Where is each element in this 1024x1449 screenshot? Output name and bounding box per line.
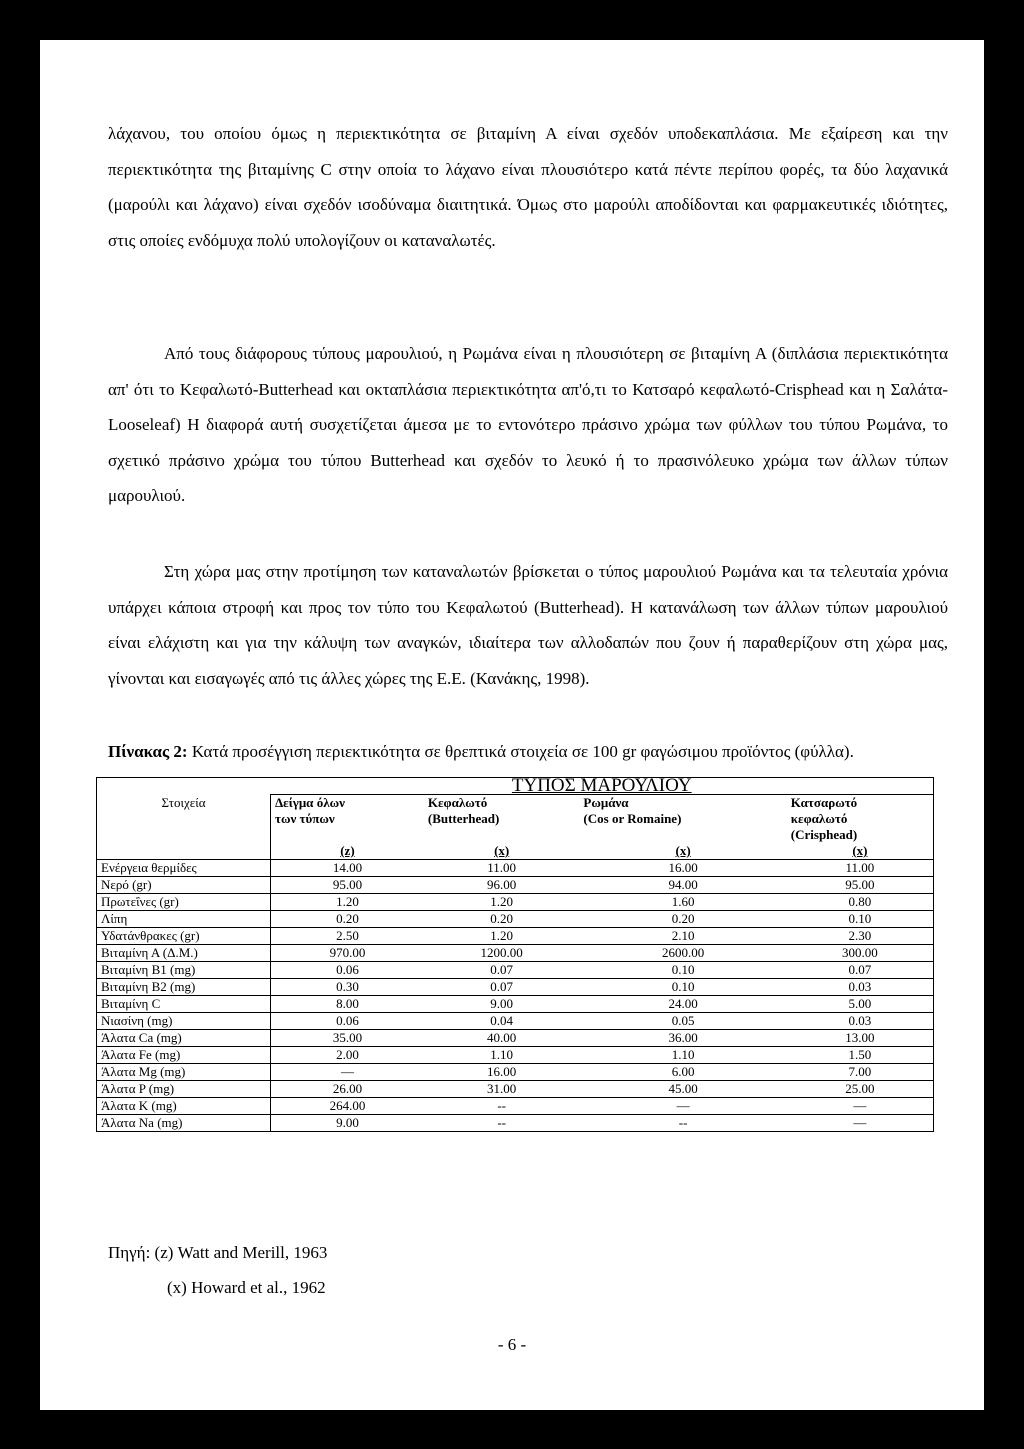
- row-label: Άλατα Κ (mg): [97, 1098, 271, 1115]
- table-cell: 0.03: [787, 1013, 934, 1030]
- table-column-header-row: [97, 795, 934, 844]
- table-row: [97, 1081, 934, 1098]
- table-cell: 0.06: [271, 962, 424, 979]
- table-row: [97, 996, 934, 1013]
- column-header-romaine: Ρωμάνα (Cos or Romaine): [583, 795, 682, 826]
- table-row: [97, 1013, 934, 1030]
- table-cell: 0.07: [424, 979, 580, 996]
- paragraph-1: λάχανου, του οποίου όμως η περιεκτικότητα σε βιταμίνη Α είναι σχεδόν υποδεκαπλάσια. Με εξαίρεση και την περιεκτικότητα της βιταμίνης C στην οποία το λάχανο είναι πλουσιότερο κατά πέντε περίπου φορές, τα δύο λαχανικά (μαρούλι και λάχανο) είναι σχεδόν ισοδύναμα διαιτητικά. Όμως στο μαρούλι αποδίδονται και φαρμακευτικές ιδιότητες, στις οποίες ενδόμυχα πολύ υπολογίζουν οι καταναλωτές.: [108, 124, 948, 250]
- table-caption: [108, 734, 948, 770]
- table-source-code-row: [97, 843, 934, 860]
- source-line-1: Πηγή: (z) Watt and Merill, 1963: [108, 1243, 328, 1262]
- caption-text: Κατά προσέγγιση περιεκτικότητα σε θρεπτικά στοιχεία σε 100 gr φαγώσιμου προϊόντος (φύλλα).: [187, 742, 854, 761]
- table-cell: 95.00: [271, 877, 424, 894]
- table-cell: 1.20: [424, 928, 580, 945]
- table-cell: --: [424, 1115, 580, 1132]
- column-code: (x): [424, 843, 580, 860]
- table-cell: 0.07: [424, 962, 580, 979]
- column-code: (x): [579, 843, 786, 860]
- table-cell: 26.00: [271, 1081, 424, 1098]
- table-row: [97, 911, 934, 928]
- table-cell: 0.20: [579, 911, 786, 928]
- row-label: Άλατα Fe (mg): [97, 1047, 271, 1064]
- table-cell: 11.00: [424, 860, 580, 877]
- table-cell: 16.00: [579, 860, 786, 877]
- table-cell: 300.00: [787, 945, 934, 962]
- table-cell: --: [579, 1115, 786, 1132]
- table-row: [97, 1064, 934, 1081]
- table-cell: 95.00: [787, 877, 934, 894]
- table-cell: 45.00: [579, 1081, 786, 1098]
- table-row: [97, 1098, 934, 1115]
- table-cell: 0.80: [787, 894, 934, 911]
- table-cell: 16.00: [424, 1064, 580, 1081]
- table-cell: 2.50: [271, 928, 424, 945]
- table-row: [97, 1047, 934, 1064]
- table-cell: 1.10: [424, 1047, 580, 1064]
- row-label: Άλατα Ca (mg): [97, 1030, 271, 1047]
- table-corner-cell: [97, 778, 271, 795]
- table-cell: 0.05: [579, 1013, 786, 1030]
- table-cell: 36.00: [579, 1030, 786, 1047]
- table-cell: —: [787, 1115, 934, 1132]
- table-cell: 94.00: [579, 877, 786, 894]
- table-row: [97, 1115, 934, 1132]
- table-body: [97, 860, 934, 1132]
- table-cell: 2600.00: [579, 945, 786, 962]
- table-row: [97, 860, 934, 877]
- column-header-all-types: Δείγμα όλων των τύπων: [275, 795, 345, 826]
- table-cell: 0.10: [579, 962, 786, 979]
- table-cell: 1200.00: [424, 945, 580, 962]
- table-cell: 0.07: [787, 962, 934, 979]
- nutrition-table: [96, 777, 934, 1132]
- table-row: [97, 928, 934, 945]
- row-label: Βιταμίνη C: [97, 996, 271, 1013]
- table-cell: 1.20: [271, 894, 424, 911]
- table-cell: 14.00: [271, 860, 424, 877]
- table-cell: 1.20: [424, 894, 580, 911]
- row-label: Ενέργεια θερμίδες: [97, 860, 271, 877]
- table-cell: 0.10: [787, 911, 934, 928]
- row-label: Υδατάνθρακες (gr): [97, 928, 271, 945]
- table-cell: 0.20: [271, 911, 424, 928]
- table-cell: —: [271, 1064, 424, 1081]
- row-label: Νιασίνη (mg): [97, 1013, 271, 1030]
- table-cell: 1.60: [579, 894, 786, 911]
- table-cell: 40.00: [424, 1030, 580, 1047]
- table-cell: 25.00: [787, 1081, 934, 1098]
- table-cell: 31.00: [424, 1081, 580, 1098]
- row-label: Νερό (gr): [97, 877, 271, 894]
- table-cell: --: [424, 1098, 580, 1115]
- table-cell: 2.10: [579, 928, 786, 945]
- column-header-butterhead: Κεφαλωτό (Butterhead): [427, 795, 500, 826]
- table-cell: 8.00: [271, 996, 424, 1013]
- table-cell: 6.00: [579, 1064, 786, 1081]
- document-page: [40, 40, 984, 1410]
- row-label: Βιταμίνη Β1 (mg): [97, 962, 271, 979]
- column-code: (z): [271, 843, 424, 860]
- row-label: Άλατα Na (mg): [97, 1115, 271, 1132]
- row-label: Άλατα P (mg): [97, 1081, 271, 1098]
- source-line-2: (x) Howard et al., 1962: [167, 1278, 326, 1297]
- table-row: [97, 894, 934, 911]
- table-cell: 13.00: [787, 1030, 934, 1047]
- column-code: (x): [787, 843, 934, 860]
- table-cell: 7.00: [787, 1064, 934, 1081]
- table-cell: 0.30: [271, 979, 424, 996]
- row-header: Στοιχεία: [97, 795, 271, 844]
- table-cell: 24.00: [579, 996, 786, 1013]
- table-row: [97, 962, 934, 979]
- table-cell: 35.00: [271, 1030, 424, 1047]
- table-row: [97, 979, 934, 996]
- table-cell: —: [787, 1098, 934, 1115]
- table-cell: 2.30: [787, 928, 934, 945]
- table-cell: 0.06: [271, 1013, 424, 1030]
- table-cell: 5.00: [787, 996, 934, 1013]
- code-row-blank: [97, 843, 271, 860]
- caption-label: Πίνακας 2:: [108, 742, 188, 761]
- table-cell: 1.50: [787, 1047, 934, 1064]
- row-label: Άλατα Mg (mg): [97, 1064, 271, 1081]
- paragraph-3: Στη χώρα μας στην προτίμηση των καταναλωτών βρίσκεται ο τύπος μαρουλιού Ρωμάνα και τα τελευταία χρόνια υπάρχει κάποια στροφή και προς τον τύπο του Κεφαλωτού (Butterhead). Η κατανάλωση των άλλων τύπων μαρουλιού είναι ελάχιστη και για την κάλυψη των αναγκών, ιδιαίτερα των αλλοδαπών που ζουν ή παραθερίζουν στη χώρα μας, γίνονται και εισαγωγές από τις άλλες χώρες της Ε.Ε. (Κανάκης, 1998).: [108, 562, 948, 688]
- table-row: [97, 877, 934, 894]
- table-cell: 0.04: [424, 1013, 580, 1030]
- table-cell: 2.00: [271, 1047, 424, 1064]
- table-cell: 0.10: [579, 979, 786, 996]
- paragraph-2: Από τους διάφορους τύπους μαρουλιού, η Ρωμάνα είναι η πλουσιότερη σε βιταμίνη Α (διπλάσια περιεκτικότητα απ' ότι το Κεφαλωτό-Butterhead και οκταπλάσια περιεκτικότητα απ'ό,τι το Κατσαρό κεφαλωτό-Crisphead και η Σαλάτα-Looseleaf) Η διαφορά αυτή συσχετίζεται άμεσα με το εντονότερο πράσινο χρώμα των φύλλων του τύπου Ρωμάνα, το σχετικό πράσινο χρώμα του τύπου Butterhead και σχεδόν το λευκό ή το πρασινόλευκο χρώμα των άλλων τύπων μαρουλιού.: [108, 344, 948, 505]
- row-label: Πρωτεΐνες (gr): [97, 894, 271, 911]
- table-row: [97, 945, 934, 962]
- table-cell: 264.00: [271, 1098, 424, 1115]
- table-cell: 0.20: [424, 911, 580, 928]
- table-cell: 970.00: [271, 945, 424, 962]
- table-cell: 11.00: [787, 860, 934, 877]
- table-cell: 9.00: [424, 996, 580, 1013]
- row-label: Βιταμίνη Α (Δ.Μ.): [97, 945, 271, 962]
- table-row: [97, 1030, 934, 1047]
- table-cell: 1.10: [579, 1047, 786, 1064]
- table-group-header-row: [97, 778, 934, 795]
- page-number: - 6 -: [497, 1335, 527, 1354]
- row-label: Λίπη: [97, 911, 271, 928]
- table-cell: 0.03: [787, 979, 934, 996]
- table-cell: 96.00: [424, 877, 580, 894]
- group-header: ΤΥΠΟΣ ΜΑΡΟΥΛΙΟΥ: [271, 778, 934, 795]
- table-cell: 9.00: [271, 1115, 424, 1132]
- row-label: Βιταμίνη Β2 (mg): [97, 979, 271, 996]
- column-header-crisphead: Κατσαρωτό κεφαλωτό (Crisphead): [790, 795, 858, 842]
- table-cell: —: [579, 1098, 786, 1115]
